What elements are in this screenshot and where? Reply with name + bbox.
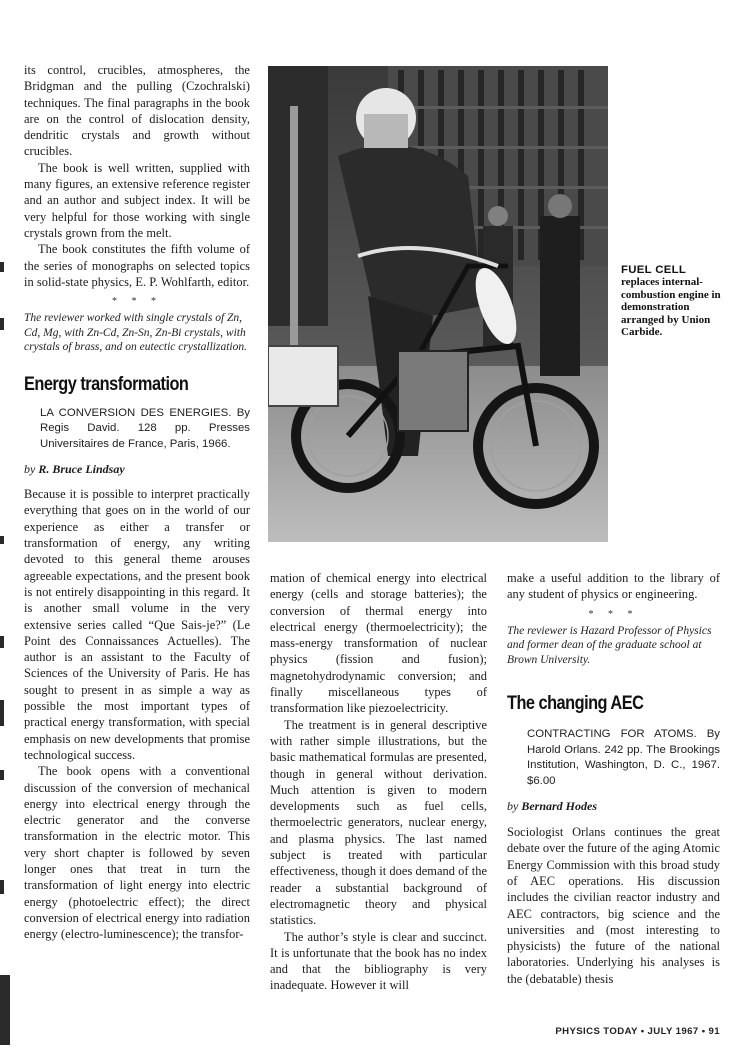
book-citation: CONTRACTING FOR ATOMS. By Harold Orlans. 242 pp. The Brookings Institution, Washington, D. C., 1967. $6.00 (527, 728, 720, 787)
fuel-cell-motorcycle-photo (268, 66, 608, 542)
byline-prefix: by (24, 462, 36, 477)
reviewer-note: The reviewer worked with single crystals of Zn, Cd, Mg, with Zn-Cd, Zn-Sn, Zn-Bi crystals, with crystals of brass, and on eutectic crystallization. (24, 312, 247, 354)
section-heading: Energy transformation (24, 373, 189, 395)
photo-caption (621, 264, 731, 338)
paragraph: make a useful addition to the library of any student of physics or engineering. (507, 571, 720, 602)
paragraph: The book is well written, supplied with many figures, an extensive reference register and an author and subject index. It will be very helpful for those working with single crystals grown from the melt. (24, 160, 250, 240)
byline-author: Bernard Hodes (521, 799, 598, 814)
column-3 (507, 570, 720, 987)
paragraph: The book opens with a conventional discussion of the conversion of mechanical energy into electrical energy through the electric generator and the converse transformation in the electric motor. This very short chapter is followed by seven longer ones that treat in turn the transformation of light energy into electric energy (photoelectric effect); the direct conversion of electrical energy into radiation energy (electro-luminescence); the transfor- (24, 764, 250, 942)
caption-title: FUEL CELL (621, 264, 687, 276)
paragraph: Sociologist Orlans continues the great debate over the future of the aging Atomic Energy Commission with this broad study of AEC operations. His discussion includes the civilian reactor industry and AEC contractors, big science and the universities and (most interesting to physicists) the future of the national laboratories. Underlying his analyses is the (debatable) thesis (507, 825, 720, 986)
paragraph: The treatment is in general descriptive with rather simple illustrations, but the basic mathematical formulas are presented, though in general without derivation. Much attention is given to modern developments such as fuel cells, thermoelectric generators, nuclear energy, and plasma physics. The last named subject is treated with particular effectiveness, though it does demand of the reader a substantial background of electromagnetic theory and physical statistics. (270, 717, 487, 928)
paragraph: The author’s style is clear and succinct. It is unfortunate that the book has no index and that the bibliography is very inadequate. However it will (270, 929, 487, 993)
column-2 (270, 570, 487, 994)
page-left-edge (0, 0, 10, 1060)
section-separator: * * * (588, 608, 639, 620)
byline-author: R. Bruce Lindsay (38, 462, 125, 477)
paragraph: Because it is possible to interpret practically everything that goes on in the world of our experience as either a transfer or transformation of energy, any writing devoted to this general theme arouses agreeable expectations, and the present book is not entirely disappointing in this regard. It is another small volume in the very extensive series called “Que Sais-je?” (Le Point des Connaissances Actuelles). The author is an assistant to the Faculty of Sciences of the University of Paris. He has sought to present in as simple a way as possible the most important types of practical energy transformation, with special emphasis on new developments that promise technological success. (24, 487, 250, 762)
byline (24, 462, 250, 477)
paragraph: The book constitutes the fifth volume of the series of monographs on selected topics in solid-state physics, E. P. Wohlfarth, editor. (24, 242, 250, 289)
section-heading: The changing AEC (507, 693, 644, 715)
byline (507, 799, 720, 814)
paragraph: mation of chemical energy into electrical energy (cells and storage batteries); the conversion of thermal energy into electrical energy (thermoelectricity); the mass-energy transformation of nuclear physics (fission and fusion); magnetohydrodynamic conversion; and finally miscellaneous types of transformation like piezoelectricity. (270, 571, 487, 716)
caption-text: replaces internal-combustion engine in demonstration arranged by Union Carbide. (621, 276, 721, 339)
book-citation: LA CONVERSION DES ENERGIES. By Regis David. 128 pp. Presses Universitaires de France, Paris, 1966. (40, 406, 250, 450)
page-footer: PHYSICS TODAY • JULY 1967 • 91 (555, 1026, 720, 1037)
section-separator: * * * (112, 296, 162, 308)
byline-prefix: by (507, 799, 519, 814)
reviewer-note: The reviewer is Hazard Professor of Physics and former dean of the graduate school at Brown University. (507, 624, 712, 666)
paragraph: its control, crucibles, atmospheres, the Bridgman and the pulling (Czochralski) techniques. The final paragraphs in the book are on the control of dislocation density, dendritic crystals and growth without crucibles. (24, 63, 250, 159)
column-1 (24, 62, 250, 942)
